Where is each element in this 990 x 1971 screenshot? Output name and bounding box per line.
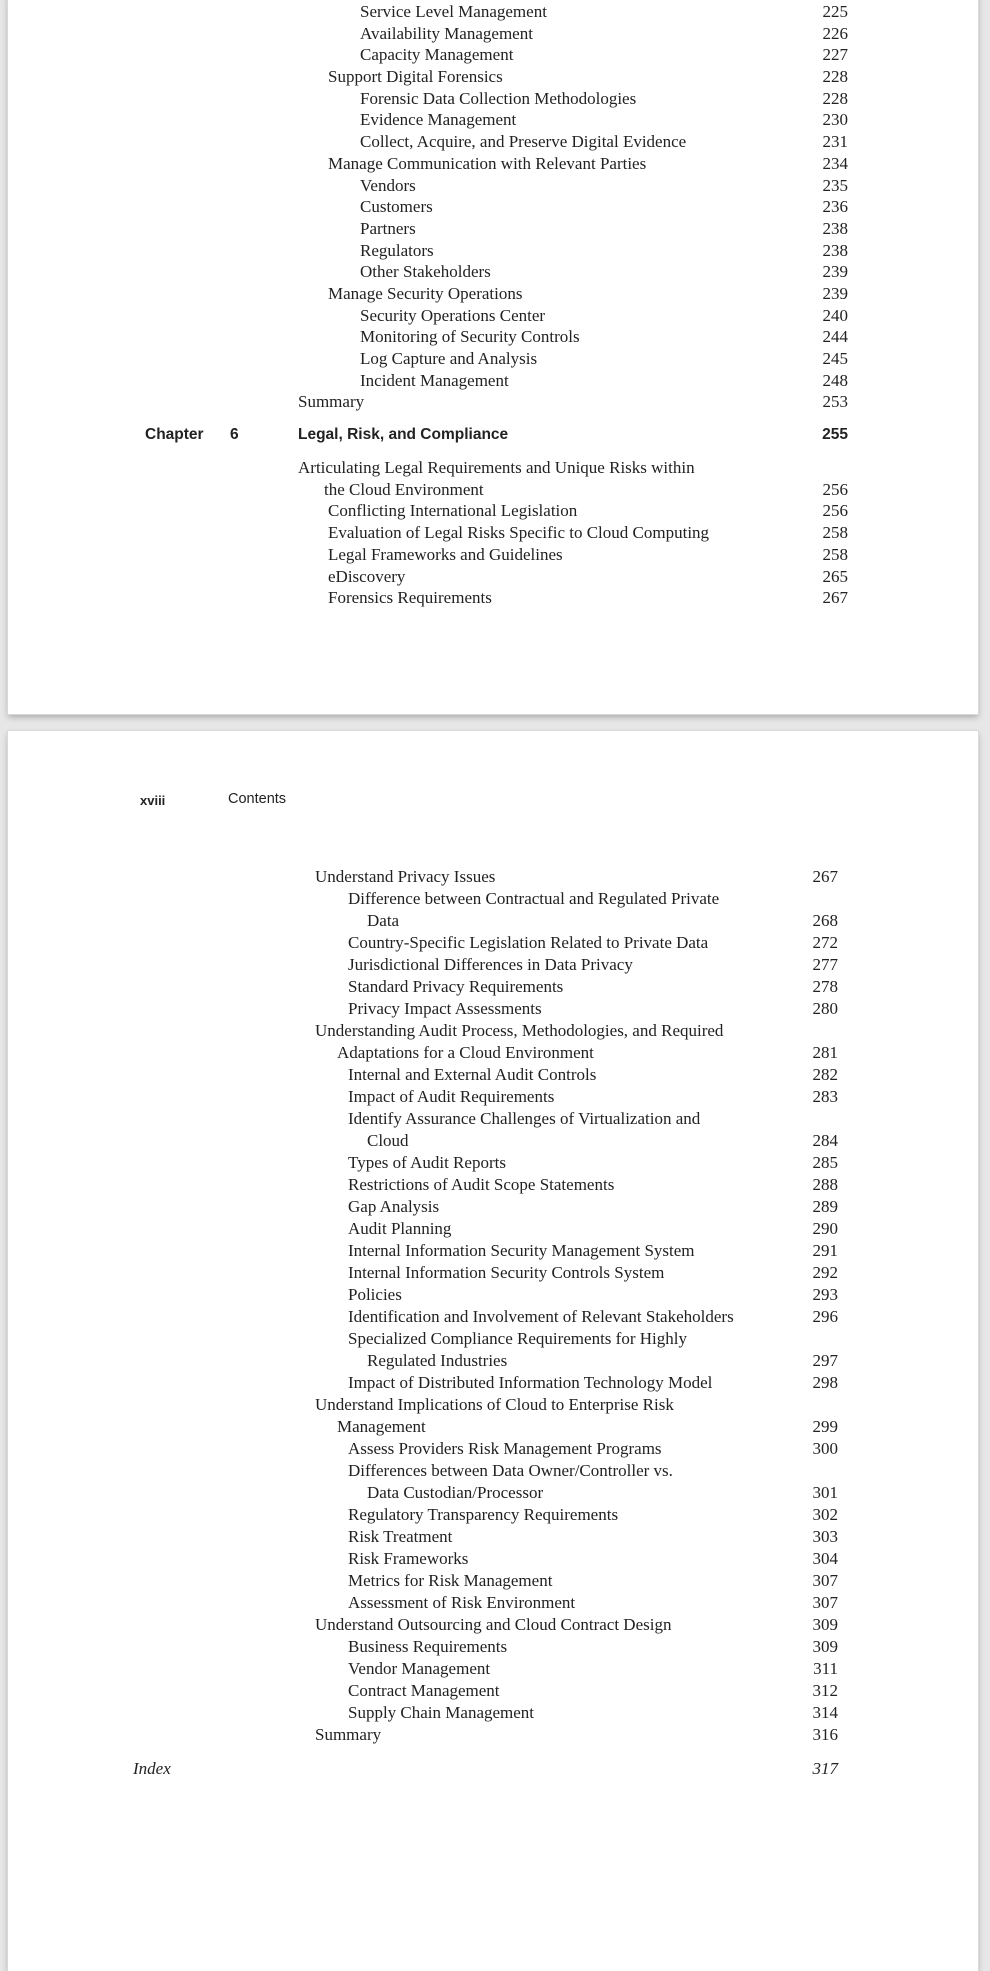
toc-entry-title: Assess Providers Risk Management Programs [348,1439,662,1458]
toc-row [8,1680,978,1702]
toc-entry-page-number: 234 [822,153,848,173]
toc-row [8,1394,978,1416]
toc-entry-page-number: 307 [812,1571,838,1590]
toc-row [8,1262,978,1284]
toc-entry-title: Evidence Management [360,110,517,130]
toc-entry-title: Other Stakeholders [360,262,491,282]
toc-entry-page-number: 253 [822,392,848,412]
toc-row [8,1570,978,1592]
toc-row [8,954,978,976]
toc-entry-title: Impact of Audit Requirements [348,1087,555,1106]
toc-row [8,1218,978,1240]
toc-row [8,1042,978,1064]
toc-entry-title: Partners [360,218,416,238]
index-row [8,1758,978,1780]
toc-entry-title: Availability Management [360,23,533,43]
toc-row [8,457,978,479]
toc-entry-page-number: 300 [812,1439,838,1458]
toc-rows-bottom [8,457,978,609]
toc-entry-page-number: 284 [812,1131,838,1150]
toc-row [8,44,978,66]
toc-row [8,500,978,522]
toc-row [8,1130,978,1152]
toc-row [8,1592,978,1614]
toc-entry-title: Manage Security Operations [328,283,523,303]
toc-row [8,1658,978,1680]
toc-row [8,131,978,153]
toc-row [8,1174,978,1196]
toc-row [8,240,978,262]
toc-entry-page-number: 301 [812,1483,838,1502]
toc-entry-title: Security Operations Center [360,305,546,325]
toc-entry-title: Identify Assurance Challenges of Virtualization and [348,1109,701,1128]
toc-rows-top [8,0,978,413]
toc-entry-page-number: 298 [812,1373,838,1392]
chapter-label: Chapter [145,426,204,444]
toc-entry-page-number: 309 [812,1637,838,1656]
toc-entry-title: Jurisdictional Differences in Data Privacy [348,955,633,974]
toc-entry-page-number: 258 [822,523,848,543]
toc-entry-page-number: 285 [812,1153,838,1172]
toc-entry-page-number: 240 [822,305,848,325]
toc-row [8,1636,978,1658]
toc-entry-title: Audit Planning [348,1219,452,1238]
toc-page-2 [8,731,978,1971]
toc-row [8,479,978,501]
toc-entry-title: Summary [298,392,365,412]
toc-row [8,391,978,413]
toc-entry-page-number: 302 [812,1505,838,1524]
toc-entry-page-number: 227 [822,45,848,65]
index-title: Index [133,1759,171,1778]
toc-entry-title: Differences between Data Owner/Controller vs. [348,1461,673,1480]
toc-entry-title: Business Requirements [348,1637,508,1656]
toc-entry-title: Understanding Audit Process, Methodologies, and Required [315,1021,724,1040]
toc-entry-page-number: 245 [822,349,848,368]
toc-entry-title: Country-Specific Legislation Related to Private Data [348,933,709,952]
toc-entry-page-number: 296 [812,1307,838,1326]
toc-entry-page-number: 314 [812,1703,838,1722]
toc-entry-title: Contract Management [348,1681,500,1700]
toc-row [8,1526,978,1548]
toc-entry-page-number: 248 [822,370,848,390]
toc-entry-title: Data [367,911,400,930]
toc-entry-title: Regulators [360,240,434,260]
toc-row [8,998,978,1020]
toc-row [8,348,978,370]
toc-row [8,1350,978,1372]
toc-entry-page-number: 289 [812,1197,838,1216]
toc-entry-page-number: 225 [822,2,848,21]
toc-row [8,566,978,588]
toc-entry-title: Summary [315,1725,382,1744]
toc-entry-title: Difference between Contractual and Regulated Private [348,889,720,908]
toc-row [8,153,978,175]
toc-entry-page-number: 277 [812,955,838,974]
toc-entry-page-number: 280 [812,999,838,1018]
toc-entry-title: Regulated Industries [367,1351,508,1370]
toc-entry-title: Understand Outsourcing and Cloud Contract Design [315,1615,672,1634]
toc-entry-page-number: 244 [822,327,848,347]
toc-entry-title: Monitoring of Security Controls [360,327,580,347]
toc-row [8,1152,978,1174]
toc-row [8,1328,978,1350]
toc-entry-page-number: 281 [812,1043,838,1062]
toc-entry-title: Log Capture and Analysis [360,349,538,368]
toc-row [8,326,978,348]
toc-entry-title: eDiscovery [328,566,406,586]
toc-entry-page-number: 282 [812,1065,838,1084]
toc-entry-page-number: 297 [812,1351,838,1370]
toc-entry-title: the Cloud Environment [324,479,484,499]
toc-row [8,1086,978,1108]
toc-entry-page-number: 230 [822,110,848,130]
toc-entry-title: Restrictions of Audit Scope Statements [348,1175,615,1194]
toc-entry-page-number: 267 [812,867,838,886]
toc-entry-page-number: 265 [822,566,848,586]
toc-entry-title: Conflicting International Legislation [328,501,578,521]
toc-entry-page-number: 256 [822,501,848,521]
toc-row [8,1504,978,1526]
chapter-title: Legal, Risk, and Compliance [298,426,509,444]
toc-entry-page-number: 228 [822,88,848,108]
toc-row [8,196,978,218]
toc-entry-page-number: 311 [813,1659,838,1678]
toc-row [8,23,978,45]
toc-row [8,1702,978,1724]
toc-entry-title: Specialized Compliance Requirements for Highly [348,1329,687,1348]
toc-entry-title: Evaluation of Legal Risks Specific to Cloud Computing [328,523,710,543]
toc-row [8,522,978,544]
toc-row [8,109,978,131]
toc-entry-page-number: 312 [812,1681,838,1700]
toc-entry-title: Policies [348,1285,402,1304]
toc-page-1 [8,0,978,714]
toc-row [8,1240,978,1262]
toc-entry-page-number: 299 [812,1417,838,1436]
toc-entry-page-number: 307 [812,1593,838,1612]
toc-row [8,976,978,998]
toc-row [8,1614,978,1636]
toc-row [8,1064,978,1086]
toc-entry-page-number: 226 [822,23,848,43]
toc-row [8,1438,978,1460]
toc-entry-title: Understand Implications of Cloud to Enterprise Risk [315,1395,674,1414]
toc-entry-page-number: 304 [812,1549,838,1568]
chapter-number: 6 [230,426,239,444]
toc-entry-page-number: 267 [822,588,848,608]
toc-entry-title: Customers [360,197,433,217]
toc-entry-title: Impact of Distributed Information Technology Model [348,1373,713,1392]
toc-entry-page-number: 238 [822,240,848,260]
toc-row [8,1196,978,1218]
toc-row [8,1020,978,1042]
toc-entry-title: Gap Analysis [348,1197,440,1216]
toc-row [8,1548,978,1570]
index-page-number: 317 [812,1759,838,1778]
toc-entry-title: Internal and External Audit Controls [348,1065,597,1084]
toc-row [8,544,978,566]
toc-entry-title: Forensics Requirements [328,588,492,608]
toc-entry-page-number: 256 [822,479,848,499]
toc-entry-page-number: 235 [822,175,848,195]
running-header-title: Contents [228,791,287,807]
toc-entry-page-number: 293 [812,1285,838,1304]
toc-entry-title: Data Custodian/Processor [367,1483,544,1502]
toc-entry-page-number: 288 [812,1175,838,1194]
toc-entry-page-number: 258 [822,544,848,564]
chapter-heading-row [8,424,978,446]
toc-entry-title: Service Level Management [360,2,547,21]
toc-entry-page-number: 309 [812,1615,838,1634]
toc-entry-page-number: 238 [822,218,848,238]
toc-row [8,866,978,888]
toc-entry-page-number: 291 [812,1241,838,1260]
toc-entry-title: Identification and Involvement of Relevant Stakeholders [348,1307,734,1326]
toc-row [8,88,978,110]
toc-row [8,1372,978,1394]
toc-row [8,587,978,609]
toc-row [8,283,978,305]
toc-entry-title: Vendor Management [348,1659,491,1678]
toc-entry-page-number: 290 [812,1219,838,1238]
toc-row [8,66,978,88]
toc-entry-title: Standard Privacy Requirements [348,977,564,996]
toc-row [8,1284,978,1306]
toc-entry-title: Assessment of Risk Environment [348,1593,576,1612]
toc-row [8,370,978,392]
toc-entry-title: Metrics for Risk Management [348,1571,553,1590]
toc-entry-title: Understand Privacy Issues [315,867,496,886]
toc-entry-title: Internal Information Security Management System [348,1241,695,1260]
toc-row [8,1482,978,1504]
toc-row [8,1460,978,1482]
toc-entry-title: Risk Treatment [348,1527,453,1546]
toc-row [8,218,978,240]
toc-entry-title: Risk Frameworks [348,1549,469,1568]
toc-entry-page-number: 239 [822,283,848,303]
toc-entry-page-number: 231 [822,132,848,152]
toc-row [8,261,978,283]
toc-entry-title: Legal Frameworks and Guidelines [328,544,563,564]
toc-rows [8,731,978,1746]
toc-entry-title: Types of Audit Reports [348,1153,506,1172]
chapter-page-number: 255 [822,426,848,444]
toc-entry-page-number: 239 [822,262,848,282]
toc-entry-page-number: 292 [812,1263,838,1282]
toc-entry-title: Capacity Management [360,45,514,65]
folio-page-number: xviii [140,793,166,808]
toc-entry-title: Regulatory Transparency Requirements [348,1505,619,1524]
toc-entry-title: Articulating Legal Requirements and Unique Risks within [298,458,695,478]
toc-entry-title: Incident Management [360,370,509,390]
toc-row [8,888,978,910]
toc-entry-page-number: 283 [812,1087,838,1106]
toc-entry-title: Internal Information Security Controls System [348,1263,665,1282]
toc-row [8,1,978,23]
toc-entry-title: Adaptations for a Cloud Environment [337,1043,594,1062]
toc-entry-title: Management [337,1417,426,1436]
toc-row [8,932,978,954]
toc-row [8,1108,978,1130]
toc-entry-title: Privacy Impact Assessments [348,999,542,1018]
toc-entry-page-number: 272 [812,933,838,952]
toc-entry-title: Collect, Acquire, and Preserve Digital Evidence [360,132,687,152]
toc-row [8,910,978,932]
toc-row [8,1416,978,1438]
toc-entry-page-number: 268 [812,911,838,930]
toc-row [8,1306,978,1328]
toc-row [8,175,978,197]
toc-entry-page-number: 278 [812,977,838,996]
toc-entry-page-number: 236 [822,197,848,217]
toc-row [8,1724,978,1746]
toc-entry-title: Support Digital Forensics [328,67,503,87]
toc-entry-title: Vendors [360,175,416,195]
toc-row [8,305,978,327]
toc-entry-title: Cloud [367,1131,409,1150]
toc-entry-title: Manage Communication with Relevant Parties [328,153,647,173]
toc-entry-page-number: 228 [822,67,848,87]
toc-entry-title: Supply Chain Management [348,1703,535,1722]
toc-entry-page-number: 316 [812,1725,838,1744]
toc-entry-page-number: 303 [812,1527,838,1546]
toc-entry-title: Forensic Data Collection Methodologies [360,88,637,108]
